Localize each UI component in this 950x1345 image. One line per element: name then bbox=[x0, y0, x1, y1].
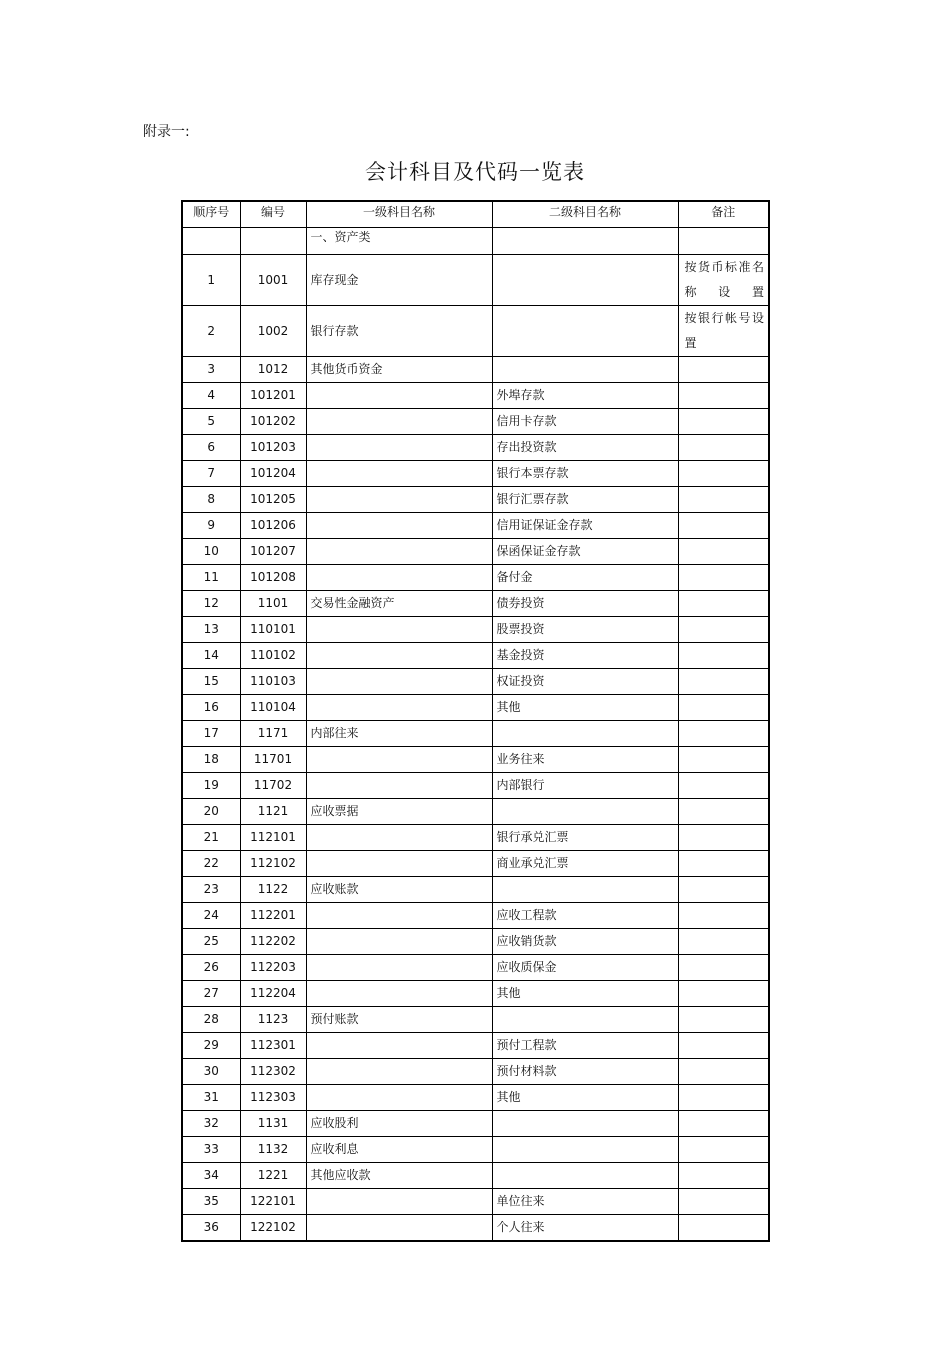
cell-seq: 16 bbox=[182, 694, 240, 720]
cell-seq: 6 bbox=[182, 434, 240, 460]
cell-level1 bbox=[306, 460, 492, 486]
table-row bbox=[182, 642, 769, 668]
cell-level1: 库存现金 bbox=[306, 254, 492, 305]
cell-code: 1123 bbox=[240, 1006, 306, 1032]
cell-level1 bbox=[306, 382, 492, 408]
cell-level2: 银行本票存款 bbox=[492, 460, 678, 486]
cell-code: 1122 bbox=[240, 876, 306, 902]
cell-seq: 11 bbox=[182, 564, 240, 590]
cell-note bbox=[678, 798, 769, 824]
cell-level1: 应收账款 bbox=[306, 876, 492, 902]
appendix-label: 附录一: bbox=[143, 124, 190, 140]
cell-seq: 20 bbox=[182, 798, 240, 824]
cell-code: 110101 bbox=[240, 616, 306, 642]
cell-seq: 7 bbox=[182, 460, 240, 486]
cell-seq: 17 bbox=[182, 720, 240, 746]
cell-note bbox=[678, 356, 769, 382]
cell-seq: 29 bbox=[182, 1032, 240, 1058]
cell-level1: 预付账款 bbox=[306, 1006, 492, 1032]
table-body bbox=[182, 227, 769, 1241]
cell-level2: 备付金 bbox=[492, 564, 678, 590]
cell-level1 bbox=[306, 668, 492, 694]
cell-note: 按货币标准名称设置 bbox=[678, 254, 769, 305]
cell-code: 122102 bbox=[240, 1214, 306, 1241]
cell-note bbox=[678, 746, 769, 772]
cell-level2: 其他 bbox=[492, 694, 678, 720]
table-row bbox=[182, 408, 769, 434]
cell-level2: 银行汇票存款 bbox=[492, 486, 678, 512]
cell-level2 bbox=[492, 1110, 678, 1136]
cell-code: 112303 bbox=[240, 1084, 306, 1110]
column-header-code: 编号 bbox=[240, 201, 306, 227]
cell-level1 bbox=[306, 954, 492, 980]
cell-code: 110103 bbox=[240, 668, 306, 694]
table-row bbox=[182, 460, 769, 486]
cell-level2: 股票投资 bbox=[492, 616, 678, 642]
cell-code: 112202 bbox=[240, 928, 306, 954]
table-row bbox=[182, 512, 769, 538]
cell-code: 101208 bbox=[240, 564, 306, 590]
cell-note bbox=[678, 408, 769, 434]
cell-level2: 商业承兑汇票 bbox=[492, 850, 678, 876]
cell-seq: 33 bbox=[182, 1136, 240, 1162]
cell-seq: 10 bbox=[182, 538, 240, 564]
table-row bbox=[182, 902, 769, 928]
cell-note bbox=[678, 460, 769, 486]
cell-note bbox=[678, 382, 769, 408]
cell-level1 bbox=[306, 538, 492, 564]
table-row bbox=[182, 1110, 769, 1136]
cell-note bbox=[678, 434, 769, 460]
cell-level1 bbox=[306, 824, 492, 850]
cell-level2: 应收质保金 bbox=[492, 954, 678, 980]
cell-note bbox=[678, 538, 769, 564]
cell-seq: 34 bbox=[182, 1162, 240, 1188]
cell-level1: 内部往来 bbox=[306, 720, 492, 746]
cell-seq: 15 bbox=[182, 668, 240, 694]
cell-note bbox=[678, 564, 769, 590]
cell-level2 bbox=[492, 356, 678, 382]
cell-note bbox=[678, 850, 769, 876]
cell-code: 112203 bbox=[240, 954, 306, 980]
cell-code: 1131 bbox=[240, 1110, 306, 1136]
cell-level1 bbox=[306, 486, 492, 512]
cell-seq: 27 bbox=[182, 980, 240, 1006]
table-row bbox=[182, 746, 769, 772]
cell-seq: 8 bbox=[182, 486, 240, 512]
cell-level2: 银行承兑汇票 bbox=[492, 824, 678, 850]
table-row bbox=[182, 1058, 769, 1084]
cell-code: 110104 bbox=[240, 694, 306, 720]
cell-code: 110102 bbox=[240, 642, 306, 668]
cell-seq: 35 bbox=[182, 1188, 240, 1214]
cell-seq: 2 bbox=[182, 305, 240, 356]
cell-level1 bbox=[306, 642, 492, 668]
cell-level2 bbox=[492, 720, 678, 746]
cell-code: 112302 bbox=[240, 1058, 306, 1084]
cell-level1 bbox=[306, 616, 492, 642]
table-row bbox=[182, 564, 769, 590]
cell-level2 bbox=[492, 876, 678, 902]
table-row bbox=[182, 694, 769, 720]
cell-note bbox=[678, 1006, 769, 1032]
cell-level2: 权证投资 bbox=[492, 668, 678, 694]
cell-note: 按银行帐号设置 bbox=[678, 305, 769, 356]
cell-level1 bbox=[306, 408, 492, 434]
table-row bbox=[182, 305, 769, 356]
cell-seq: 24 bbox=[182, 902, 240, 928]
cell-code: 1101 bbox=[240, 590, 306, 616]
cell-level1 bbox=[306, 850, 492, 876]
cell-level2: 个人往来 bbox=[492, 1214, 678, 1241]
cell-seq: 26 bbox=[182, 954, 240, 980]
cell-level2: 保函保证金存款 bbox=[492, 538, 678, 564]
cell-level2: 信用卡存款 bbox=[492, 408, 678, 434]
cell-note bbox=[678, 1188, 769, 1214]
cell-seq: 32 bbox=[182, 1110, 240, 1136]
cell-code: 112101 bbox=[240, 824, 306, 850]
cell-level2 bbox=[492, 1162, 678, 1188]
cell-seq bbox=[182, 227, 240, 254]
cell-level2: 应收工程款 bbox=[492, 902, 678, 928]
cell-note bbox=[678, 694, 769, 720]
cell-note bbox=[678, 1162, 769, 1188]
cell-level1 bbox=[306, 1214, 492, 1241]
cell-level1: 银行存款 bbox=[306, 305, 492, 356]
cell-code: 1121 bbox=[240, 798, 306, 824]
table-row bbox=[182, 382, 769, 408]
cell-level2 bbox=[492, 305, 678, 356]
cell-code: 101205 bbox=[240, 486, 306, 512]
cell-code: 112102 bbox=[240, 850, 306, 876]
cell-code: 1012 bbox=[240, 356, 306, 382]
cell-level1: 应收票据 bbox=[306, 798, 492, 824]
cell-seq: 23 bbox=[182, 876, 240, 902]
cell-seq: 30 bbox=[182, 1058, 240, 1084]
table-row bbox=[182, 538, 769, 564]
cell-seq: 4 bbox=[182, 382, 240, 408]
cell-level2: 债券投资 bbox=[492, 590, 678, 616]
cell-level2 bbox=[492, 227, 678, 254]
cell-level1 bbox=[306, 1188, 492, 1214]
cell-seq: 22 bbox=[182, 850, 240, 876]
table-row bbox=[182, 1032, 769, 1058]
cell-seq: 28 bbox=[182, 1006, 240, 1032]
account-codes-table bbox=[181, 200, 770, 1242]
cell-note bbox=[678, 616, 769, 642]
cell-seq: 18 bbox=[182, 746, 240, 772]
table-row bbox=[182, 876, 769, 902]
cell-level2: 外埠存款 bbox=[492, 382, 678, 408]
cell-note bbox=[678, 1032, 769, 1058]
column-header-level1: 一级科目名称 bbox=[306, 201, 492, 227]
cell-note bbox=[678, 590, 769, 616]
cell-note bbox=[678, 902, 769, 928]
cell-level2: 信用证保证金存款 bbox=[492, 512, 678, 538]
cell-level2: 基金投资 bbox=[492, 642, 678, 668]
cell-level2 bbox=[492, 798, 678, 824]
cell-level2 bbox=[492, 254, 678, 305]
cell-level1: 应收利息 bbox=[306, 1136, 492, 1162]
cell-seq: 25 bbox=[182, 928, 240, 954]
cell-level1: 其他应收款 bbox=[306, 1162, 492, 1188]
cell-level2: 其他 bbox=[492, 1084, 678, 1110]
cell-code: 112201 bbox=[240, 902, 306, 928]
cell-code: 101202 bbox=[240, 408, 306, 434]
cell-level1: 一、资产类 bbox=[306, 227, 492, 254]
cell-code: 1171 bbox=[240, 720, 306, 746]
table-row bbox=[182, 798, 769, 824]
table-header-row bbox=[182, 201, 769, 227]
cell-seq: 31 bbox=[182, 1084, 240, 1110]
cell-level2: 预付工程款 bbox=[492, 1032, 678, 1058]
cell-code: 101203 bbox=[240, 434, 306, 460]
cell-note bbox=[678, 1136, 769, 1162]
cell-seq: 5 bbox=[182, 408, 240, 434]
cell-level2: 单位往来 bbox=[492, 1188, 678, 1214]
cell-code: 101201 bbox=[240, 382, 306, 408]
cell-seq: 14 bbox=[182, 642, 240, 668]
cell-note bbox=[678, 876, 769, 902]
cell-seq: 21 bbox=[182, 824, 240, 850]
cell-code: 1002 bbox=[240, 305, 306, 356]
cell-level1 bbox=[306, 1032, 492, 1058]
cell-level1: 交易性金融资产 bbox=[306, 590, 492, 616]
table-row bbox=[182, 1006, 769, 1032]
cell-note bbox=[678, 486, 769, 512]
cell-level1 bbox=[306, 1058, 492, 1084]
cell-note bbox=[678, 1084, 769, 1110]
cell-code: 1132 bbox=[240, 1136, 306, 1162]
cell-code: 101206 bbox=[240, 512, 306, 538]
cell-note bbox=[678, 928, 769, 954]
cell-note bbox=[678, 1110, 769, 1136]
cell-code: 112301 bbox=[240, 1032, 306, 1058]
cell-level1 bbox=[306, 902, 492, 928]
cell-code: 122101 bbox=[240, 1188, 306, 1214]
table-row bbox=[182, 486, 769, 512]
cell-seq: 1 bbox=[182, 254, 240, 305]
section-row-assets bbox=[182, 227, 769, 254]
cell-level1 bbox=[306, 980, 492, 1006]
cell-code: 101204 bbox=[240, 460, 306, 486]
cell-note bbox=[678, 824, 769, 850]
table-row bbox=[182, 1162, 769, 1188]
cell-note bbox=[678, 642, 769, 668]
cell-seq: 13 bbox=[182, 616, 240, 642]
cell-code: 1001 bbox=[240, 254, 306, 305]
cell-seq: 36 bbox=[182, 1214, 240, 1241]
cell-level1 bbox=[306, 1084, 492, 1110]
cell-level1 bbox=[306, 434, 492, 460]
cell-level1 bbox=[306, 772, 492, 798]
cell-code: 112204 bbox=[240, 980, 306, 1006]
table-row bbox=[182, 1136, 769, 1162]
cell-level2: 应收销货款 bbox=[492, 928, 678, 954]
table-row bbox=[182, 254, 769, 305]
table-row bbox=[182, 1188, 769, 1214]
table-row bbox=[182, 980, 769, 1006]
cell-level2: 其他 bbox=[492, 980, 678, 1006]
cell-level2: 预付材料款 bbox=[492, 1058, 678, 1084]
cell-note bbox=[678, 1214, 769, 1241]
cell-seq: 19 bbox=[182, 772, 240, 798]
cell-seq: 12 bbox=[182, 590, 240, 616]
cell-note bbox=[678, 668, 769, 694]
document-title: 会计科目及代码一览表 bbox=[365, 160, 585, 184]
table-row bbox=[182, 824, 769, 850]
table-row bbox=[182, 668, 769, 694]
table-row bbox=[182, 616, 769, 642]
cell-level2: 存出投资款 bbox=[492, 434, 678, 460]
cell-code: 101207 bbox=[240, 538, 306, 564]
cell-note bbox=[678, 512, 769, 538]
cell-level1 bbox=[306, 512, 492, 538]
cell-level1 bbox=[306, 928, 492, 954]
cell-level1: 其他货币资金 bbox=[306, 356, 492, 382]
table-row bbox=[182, 850, 769, 876]
table-row bbox=[182, 772, 769, 798]
cell-note bbox=[678, 720, 769, 746]
column-header-note: 备注 bbox=[678, 201, 769, 227]
cell-note bbox=[678, 980, 769, 1006]
table-row bbox=[182, 1084, 769, 1110]
cell-seq: 3 bbox=[182, 356, 240, 382]
table-row bbox=[182, 1214, 769, 1241]
table-row bbox=[182, 720, 769, 746]
cell-note bbox=[678, 772, 769, 798]
table-row bbox=[182, 590, 769, 616]
table-row bbox=[182, 954, 769, 980]
table-row bbox=[182, 928, 769, 954]
cell-note bbox=[678, 1058, 769, 1084]
cell-level2 bbox=[492, 1006, 678, 1032]
cell-code: 11702 bbox=[240, 772, 306, 798]
cell-note bbox=[678, 227, 769, 254]
cell-level1 bbox=[306, 746, 492, 772]
cell-level2 bbox=[492, 1136, 678, 1162]
cell-code bbox=[240, 227, 306, 254]
cell-level1 bbox=[306, 564, 492, 590]
cell-level2: 业务往来 bbox=[492, 746, 678, 772]
column-header-seq: 顺序号 bbox=[182, 201, 240, 227]
cell-level1 bbox=[306, 694, 492, 720]
cell-code: 1221 bbox=[240, 1162, 306, 1188]
cell-code: 11701 bbox=[240, 746, 306, 772]
column-header-level2: 二级科目名称 bbox=[492, 201, 678, 227]
table-row bbox=[182, 434, 769, 460]
cell-seq: 9 bbox=[182, 512, 240, 538]
cell-note bbox=[678, 954, 769, 980]
table-row bbox=[182, 356, 769, 382]
cell-level1: 应收股利 bbox=[306, 1110, 492, 1136]
cell-level2: 内部银行 bbox=[492, 772, 678, 798]
